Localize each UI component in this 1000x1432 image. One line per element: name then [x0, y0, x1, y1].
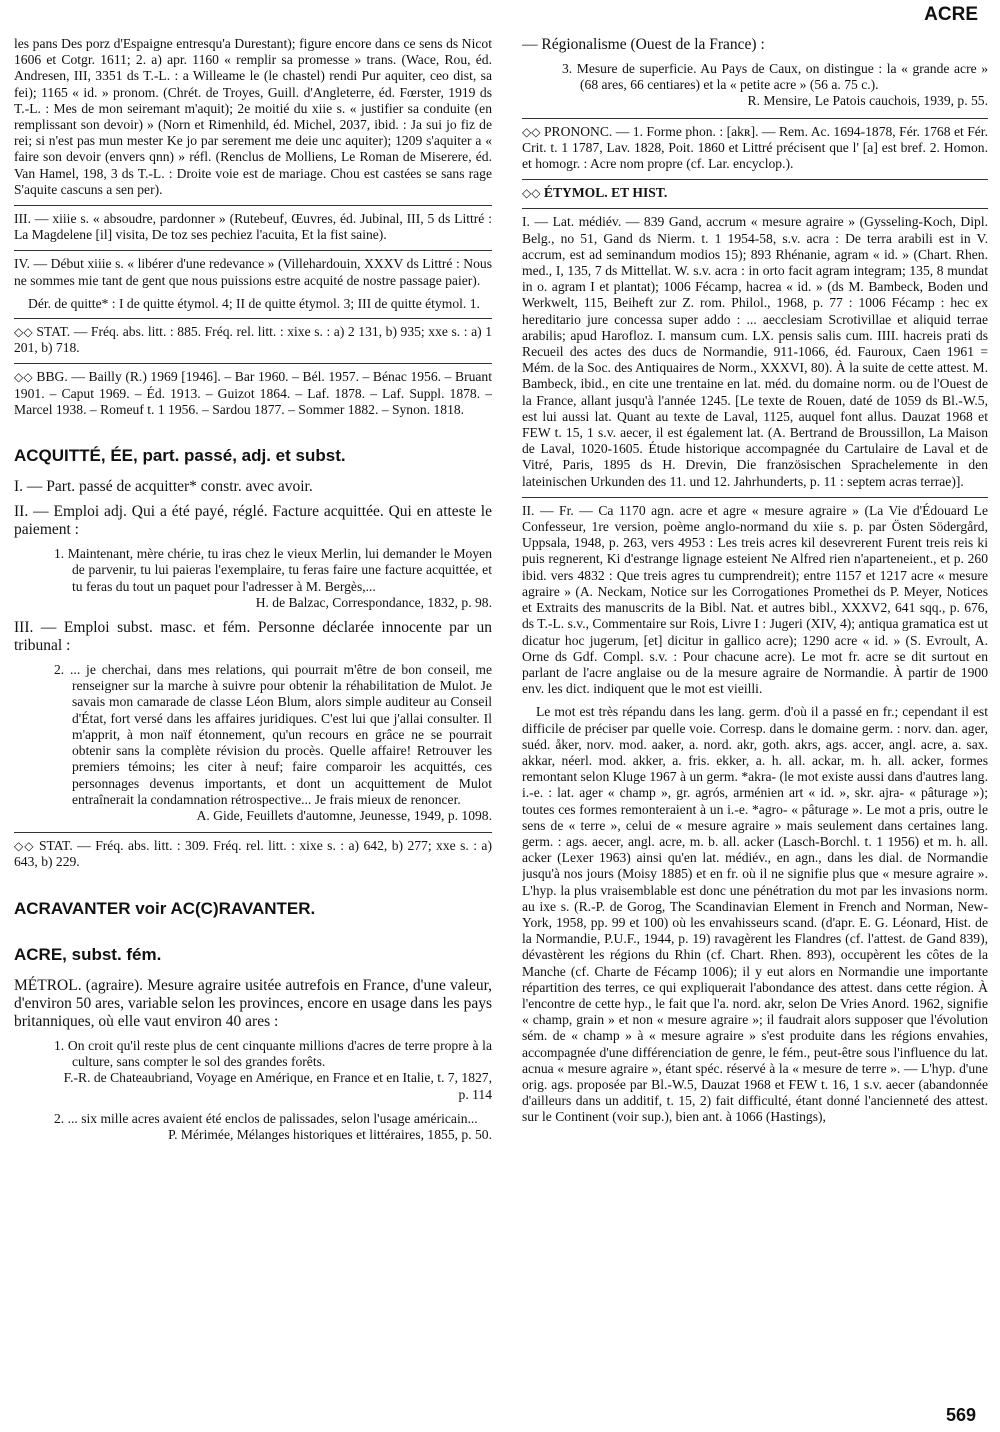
citation-source: H. de Balzac, Correspondance, 1832, p. 98. [255, 594, 492, 610]
stat-block [14, 324, 492, 356]
etymology-heading [522, 185, 988, 201]
stat-block [14, 838, 492, 870]
paragraph: II. — Fr. — Ca 1170 agn. acre et agre « mesure agraire » (La Vie d'Édouard Le Confesseur, 1re version, poème anglo-normand du xiie s. p. par Östen Södergård, Uppsala, 1948, p. 263, vers 4953 : Les treis acres kil desevrerent Furent treis reis ki puis regnerent, Ki d'estrange lignage esteient Ne Alfred rien n'aparteneient., et p. 260 ibid. vers 4832 : Que treis agres tu cumprendreit); entre 1157 et 1217 acre « mesure agraire » (A. Neckam, Notice sur les Corrogationes Promethei ds P. Meyer, Notices et Extraits des manuscrits de la Bibl. Nat. et autres bibl., XXXV2, 641 sqq., p. 676, ds T.-L. s.v., Commentaire sur Rois, Livre I : Jugeri (XIV, 4); antiqua gramatica est ut dicatur hoc jugerum, [et] dicitur in gallico acre); 1290 acre « id. » (S. Evroult, A. Orne ds Gdf. Compl. s.v. : Pour chacune acre). Le mot fr. acre se dit surtout en parlant de l'acre anglaise ou de la mesure agraire de Normandie. À partir de 1900 env. les dict. indiquent que le mot est vieilli. [522, 502, 988, 697]
citation-text: 2. ... je cherchai, dans mes relations, qui pourrait m'être de bon conseil, me renseigner sur la marche à suivre pour obtenir la réhabilitation de Mulot. Je savais mon camarade de classe Léon Blum, alors simple auditeur au Conseil d'État, fort versé dans les affaires juridiques. C'est lui que j'allai consulter. Il m'apprit, à mon naïf étonnement, qu'un recours en grâce ne se pourrait obtenir sans la complète révision du procès. Quelle affaire! Retrouver les premiers témoins; les citer à neuf; faire comparoir les acquittés, ces personnages devenus importants, et dont un acquittement de Mulot entraînerait la condamnation rétrospective... Je frais mieux de renoncer. [54, 662, 492, 807]
divider [14, 205, 492, 206]
citation [54, 1110, 492, 1143]
citation-text: 3. Mesure de superficie. Au Pays de Caux, on distingue : la « grande acre » (68 ares, 66 centiares) et la « petite acre » (56 a. 75 c.). [562, 61, 988, 93]
citation-source: R. Mensire, Le Patois cauchois, 1939, p. 55. [747, 93, 988, 109]
section: I. — Part. passé de acquitter* constr. avec avoir. [14, 478, 313, 496]
paragraph: III. — xiiie s. « absoudre, pardonner » (Rutebeuf, Œuvres, éd. Jubinal, III, 5 ds Littré : La Magdelene [il] visita, De toz ses pechiez l'acuita, Et la fist saine). [14, 211, 492, 243]
section: MÉTROL. (agraire). Mesure agraire usitée autrefois en France, d'une valeur, d'environ 50 ares, variable selon les provinces, encore en usage dans les pays britanniques, où elle vaut environ 40 ares : [14, 976, 492, 1030]
headword: ACQUITTÉ, ÉE, part. passé, adj. et subst. [14, 446, 346, 466]
paragraph: I. — Lat. médiév. — 839 Gand, accrum « mesure agraire » (Gysseling-Koch, Dipl. Belg., no 51, Gand ds Nierm. t. 1 1954-58, s.v. acra : De terra arabili est in V. accrum, est ad seminandum modios 15); 893 Rhénanie, agram « id. » (Chart. Rhen. med., I, 135, 7 ds Mittellat. W. s.v. acra : in orto facit agram integram; 135, 8 mundat in o. agram I et plantat); 1006 Fécamp, hacrea « id. » (ds M. Bambeck, Boden und Werkwelt, 115, Beiheft zur Z. rom. Philol., 1968, p. 77 : 1006 Fécamp : hec ex hereditario jure concessa super addo : ... aecclesiam Scrotivillae et aliquid terrae arabilis; apud Harofloz. I. mansum cum. LX. pensis salis cum. IIII. hacreis prati ds Recueil des actes des ducs de Normandie, 911-1066, éd. Fauroux, Caen 1961 = Mém. de la Soc. des Antiquaires de Norm., XXXVI, 80). À la suite de cette attest. M. Bambeck, ibid., en cite une trentaine en lat. méd. du domaine norm. ou de l'Ouest de la France, allant jusqu'à l'année 1245. [Le texte de Rouen, daté de 1059 ds Bl.-W.5, est lui aussi lat. Quant au texte de Laval, 1125, auquel font allus. Dauzat 1968 et FEW t. 15, 1 s.v. aecer, il est également lat. (A. Bertrand de Broussillon, La Maison de Laval, 1020-1605. Étude historique accompagnée du Cartulaire de Laval et de Vitré, Paris, 1895 ds H. Drevin, Die französischen Sprachelemente in den lateinischen Urkunden des 11. und 12. Jahrhunderts, p. 11 : septem acras terrae)]. [522, 214, 988, 489]
paragraph: les pans Des porz d'Espaigne entresqu'a Durestant); figure encore dans ce sens ds Nicot 1606 et Cotgr. 1611; 2. a) apr. 1160 « remplir sa promesse » trans. (Wace, Rou, éd. Andresen, III, 3351 ds T.-L. : a Willeame le (le chastel) rendi Pur aquiter, ceo dist, sa fei); 1165 « id. » pronom. (Chrét. de Troyes, Guill. d'Angleterre, éd. Fœrster, 1919 ds T.-L. : Mes de mon seiremant m'aquit); 2e moitié du xiie s. « justifier sa conduite (en remplissant son devoir) » (Norn et Rimenhild, éd. Michel, 2037, ibid. : Ja sui jo fiz de rei; si n'est pas mun mester Ke jo par serement me deie unc aquiter); 1209 s'aquiter a « faire son devoir (envers qnn) » réfl. (Renclus de Molliens, Le Roman de Miserere, éd. Van Hamel, 198, 3 ds T.-L. : Droite voie est de mariage. Chou est castées se sans rage S'aquite cascuns a sen per). [14, 36, 492, 197]
divider [522, 208, 988, 209]
right-column [522, 36, 988, 1376]
pronunciation-text: PRONONC. — 1. Forme phon. : [akʀ]. — Rem. Ac. 1694-1878, Fér. 1768 et Fér. Crit. t. 1 1787, Lav. 1828, Poit. 1860 et Littré précisent que l' [a] est bref. 2. Homon. et homogr. : Acre nom propre (cf. Lar. encyclop.). [522, 123, 988, 172]
headword: ACRAVANTER voir AC(C)RAVANTER. [14, 898, 316, 918]
divider [522, 497, 988, 498]
diamond-icon: ◇◇ [14, 370, 33, 385]
citation-text: 1. Maintenant, mère chérie, tu iras chez le vieux Merlin, lui demander le Moyen de parvenir, tu lui paieras l'exemplaire, tu feras faire une facture acquittée, et tu feras du tout un paquet pour l'adresser à M. Bergès,... [54, 546, 492, 594]
divider [14, 363, 492, 364]
citation-text: 2. ... six mille acres avaient été enclos de palissades, selon l'usage américain... [54, 1110, 478, 1126]
citation [54, 662, 492, 824]
section: — Régionalisme (Ouest de la France) : [522, 36, 765, 53]
left-column [14, 36, 492, 1416]
section: II. — Emploi adj. Qui a été payé, réglé. Facture acquittée. Qui en atteste le paiement : [14, 503, 492, 539]
citation-source: A. Gide, Feuillets d'automne, Jeunesse, 1949, p. 1098. [196, 807, 492, 823]
page-number: 569 [945, 1405, 976, 1425]
diamond-icon: ◇◇ [14, 839, 35, 854]
section: III. — Emploi subst. masc. et fém. Personne déclarée innocente par un tribunal : [14, 619, 492, 655]
pronunciation-block [522, 124, 988, 173]
citation-text: 1. On croit qu'il reste plus de cent cinquante millions d'acres de terre propre à la culture, sans compter le sol des grandes forêts. [54, 1037, 492, 1070]
stat-text: STAT. — Fréq. abs. litt. : 309. Fréq. rel. litt. : xixe s. : a) 642, b) 277; xxe s. : a) 643, b) 229. [14, 838, 492, 870]
citation-source: P. Mérimée, Mélanges historiques et littéraires, 1855, p. 50. [168, 1126, 492, 1142]
bibliography-block [14, 369, 492, 418]
citation [54, 1037, 492, 1103]
paragraph: IV. — Début xiiie s. « libérer d'une redevance » (Villehardouin, XXXV ds Littré : Nous ne sommes mie tant de gent que nous puissions estre acquité de nostre passage paier). [14, 256, 492, 288]
diamond-icon: ◇◇ [522, 186, 541, 201]
headword: ACRE, subst. fém. [14, 944, 162, 964]
diamond-icon: ◇◇ [14, 325, 33, 340]
diamond-icon: ◇◇ [522, 124, 541, 139]
divider [14, 832, 492, 833]
running-head: ACRE [924, 4, 978, 25]
divider [14, 250, 492, 251]
divider [522, 118, 988, 119]
etymology-title: ÉTYMOL. ET HIST. [543, 185, 668, 201]
divider [14, 318, 492, 319]
citation-source: F.-R. de Chateaubriand, Voyage en Amérique, en France et en Italie, t. 7, 1827, p. 114 [63, 1070, 492, 1102]
bibliography-text: BBG. — Bailly (R.) 1969 [1946]. – Bar 1960. – Bél. 1957. – Bénac 1956. – Bruant 1901. – Caput 1969. – Éd. 1913. – Guizot 1864. – Laf. 1878. – Laf. Suppl. 1878. – Marcel 1938. – Romeuf t. 1 1956. – Sardou 1877. – Sommer 1882. – Synon. 1818. [14, 369, 492, 417]
stat-text: STAT. — Fréq. abs. litt. : 885. Fréq. rel. litt. : xixe s. : a) 2 131, b) 935; xxe s. : a) 1 201, b) 718. [14, 324, 492, 356]
paragraph: Dér. de quitte* : I de quitte étymol. 4; II de quitte étymol. 3; III de quitte étymol. 1. [28, 295, 480, 311]
paragraph: Le mot est très répandu dans les lang. germ. d'où il a passé en fr.; cependant il est difficile de préciser par quelle voie. Corresp. dans le domaine germ. : norv. dan. ager, suéd. åker, norv. mod. aaker, a. nord. akr, goth. akrs, ags. accer, angl. acre, a. sax. akkar, néerl. mod. akker, a. fris. ekker, a. h. all. ackar, m. h. all. acker, formes remontant selon Kluge 1967 à un germ. *akra- (le mot existe aussi dans d'autres lang. i.-e. : lat. ager « champ », gr. agrós, arménien art « id. », skr. ajra- « pâturage »); toutes ces formes remonteraient à un i.-e. *agro- « pâturage ». Le mot a pris, outre le sens de « terre », celui de « mesure agraire » mais seulement dans certaines lang. germ. : ags. aecer, angl. acre, m. b. all. acker (Lasch-Borchl. t. 1 1956) et m. h. all. acker (Lexer 1963) ainsi qu'en lat. médiév., en agn., dans les dial. de Normandie jusqu'à nos jours (Moisy 1885) et en fr. où il ne signifie plus que « mesure agraire ». L'hyp. la plus vraisemblable est donc une pénétration du mot par les invasions norm. au ixe s. (R.-P. de Gorog, The Scandinavian Element in French and Norman, New-York, 1958, pp. 99 et 100) où les envahisseurs scand. (d'apr. E. G. Léonard, Hist. de la Normandie, P.U.F., 1944, p. 19) ravagèrent les Flandres (cf. l'attest. de Gand 839), dévastèrent les régions du Rhin (cf. Chart. Rhen. 893), occupèrent les côtes de la Manche (cf. Charte de Fécamp 1006); il y eut alors en Normandie une importante répartition des terres, ce qui expliquerait l'abondance des attest. dans cette région. À l'encontre de cette hyp., le fait que l'a. nord. akr, selon De Vries Anord. 1962, signifie « champ, grain » et non « mesure agraire »; il faudrait alors supposer que l'évolution sém. de « champ » à « mesure agraire » s'est produite dans les régions envahies, accompagnée d'une différenciation de genre, le fém., peut-être sous l'influence du lat. acnua « mesure agraire », étant spéc. réservé à la « mesure de terre ». — L'hyp. d'une orig. ags. proposée par Bl.-W.5, Dauzat 1968 et FEW t. 16, 1 s.v. aecer (abandonnée d'ailleurs dans un additif, t. 15, 2) fait difficulté, étant donné l'ancienneté des attest. sur le Continent (voir sup.), bien ant. à 1066 (Hastings), [522, 704, 988, 1125]
citation [562, 61, 988, 110]
divider [522, 179, 988, 180]
citation [54, 546, 492, 611]
